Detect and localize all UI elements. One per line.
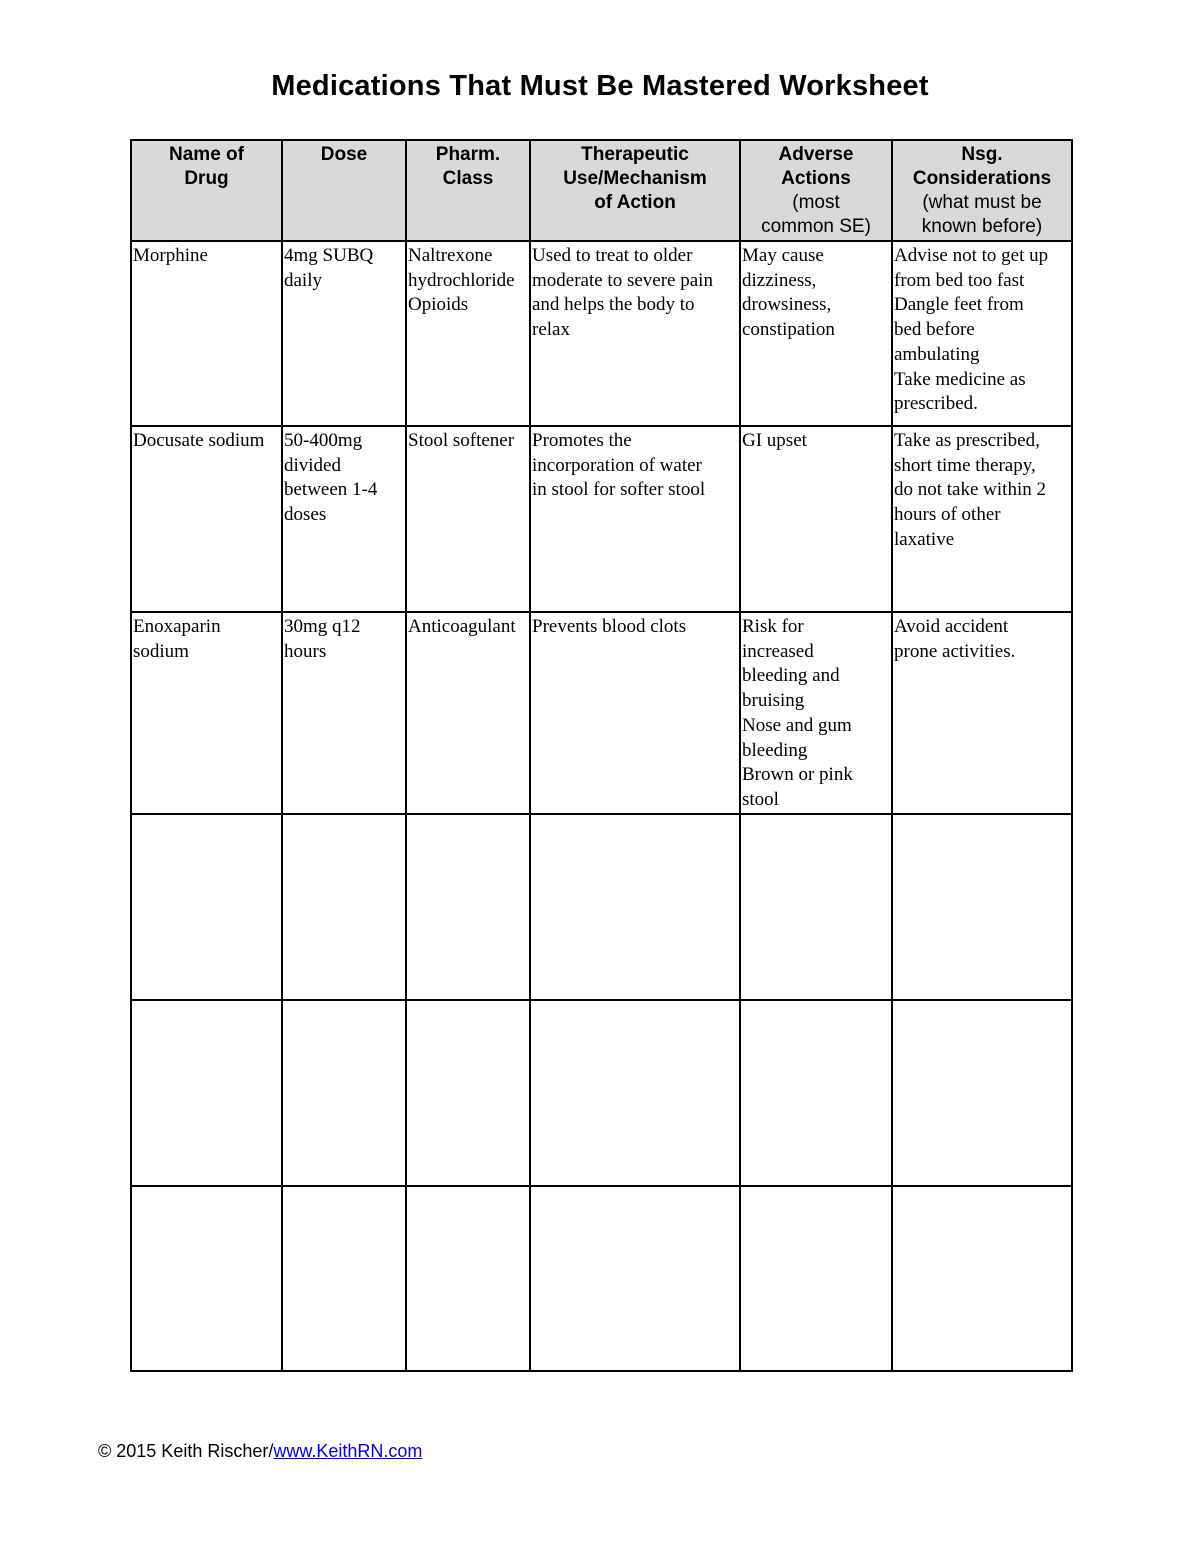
cell-pharm-class: Stool softener [406, 426, 530, 612]
cell-adverse-actions[interactable] [740, 1000, 892, 1186]
cell-nsg-considerations: Take as prescribed, short time therapy, do not take within 2 hours of other laxative [892, 426, 1072, 612]
header-name-of-drug [131, 140, 282, 241]
table-row [131, 426, 1072, 612]
cell-therapeutic-use: Used to treat to older moderate to severe pain and helps the body to relax [530, 241, 740, 426]
cell-adverse-actions[interactable] [740, 1186, 892, 1371]
cell-therapeutic-use[interactable] [530, 1000, 740, 1186]
cell-therapeutic-use[interactable] [530, 1186, 740, 1371]
header-label: Adverse Actions [778, 144, 854, 189]
cell-nsg-considerations[interactable] [892, 1186, 1072, 1371]
cell-dose[interactable] [282, 814, 406, 1000]
cell-dose[interactable] [282, 1186, 406, 1371]
cell-drug-name: Docusate sodium [131, 426, 282, 612]
header-pharm-class [406, 140, 530, 241]
header-therapeutic-use [530, 140, 740, 241]
cell-pharm-class: Naltrexone hydrochloride Opioids [406, 241, 530, 426]
header-label: Pharm. Class [435, 144, 501, 189]
cell-dose: 30mg q12 hours [282, 612, 406, 814]
cell-adverse-actions: GI upset [740, 426, 892, 612]
header-adverse-actions [740, 140, 892, 241]
cell-adverse-actions: Risk for increased bleeding and bruising Nose and gum bleeding Brown or pink stool [740, 612, 892, 814]
cell-nsg-considerations[interactable] [892, 1000, 1072, 1186]
cell-adverse-actions: May cause dizziness, drowsiness, constipation [740, 241, 892, 426]
medication-table [130, 139, 1073, 1372]
cell-pharm-class: Anticoagulant [406, 612, 530, 814]
cell-dose: 4mg SUBQ daily [282, 241, 406, 426]
cell-pharm-class[interactable] [406, 1000, 530, 1186]
cell-drug-name[interactable] [131, 814, 282, 1000]
header-label: Name of Drug [169, 144, 244, 189]
cell-pharm-class[interactable] [406, 814, 530, 1000]
copyright-text: © 2015 Keith Rischer/ [98, 1441, 274, 1461]
table-row-empty [131, 814, 1072, 1000]
header-label: Therapeutic Use/Mechanism of Action [563, 144, 707, 213]
table-row-empty [131, 1000, 1072, 1186]
table-row [131, 241, 1072, 426]
cell-drug-name[interactable] [131, 1000, 282, 1186]
header-nsg-considerations [892, 140, 1072, 241]
cell-therapeutic-use: Prevents blood clots [530, 612, 740, 814]
page-title: Medications That Must Be Mastered Worksheet [271, 70, 929, 102]
cell-dose[interactable] [282, 1000, 406, 1186]
website-link[interactable]: www.KeithRN.com [273, 1441, 423, 1461]
cell-therapeutic-use: Promotes the incorporation of water in stool for softer stool [530, 426, 740, 612]
footer [98, 1441, 422, 1462]
header-row [131, 140, 1072, 241]
table-row-empty [131, 1186, 1072, 1371]
cell-adverse-actions[interactable] [740, 814, 892, 1000]
cell-nsg-considerations: Avoid accident prone activities. [892, 612, 1072, 814]
cell-therapeutic-use[interactable] [530, 814, 740, 1000]
header-label: Dose [320, 144, 368, 165]
cell-nsg-considerations: Advise not to get up from bed too fast Dangle feet from bed before ambulating Take medicine as prescribed. [892, 241, 1072, 426]
header-label: Nsg. Considerations [912, 144, 1052, 189]
table-row [131, 612, 1072, 814]
cell-dose: 50-400mg divided between 1-4 doses [282, 426, 406, 612]
header-dose [282, 140, 406, 241]
cell-nsg-considerations[interactable] [892, 814, 1072, 1000]
cell-drug-name: Enoxaparin sodium [131, 612, 282, 814]
header-sublabel: (what must be known before) [921, 192, 1043, 237]
cell-drug-name[interactable] [131, 1186, 282, 1371]
cell-pharm-class[interactable] [406, 1186, 530, 1371]
cell-drug-name: Morphine [131, 241, 282, 426]
header-sublabel: (most common SE) [761, 192, 871, 237]
